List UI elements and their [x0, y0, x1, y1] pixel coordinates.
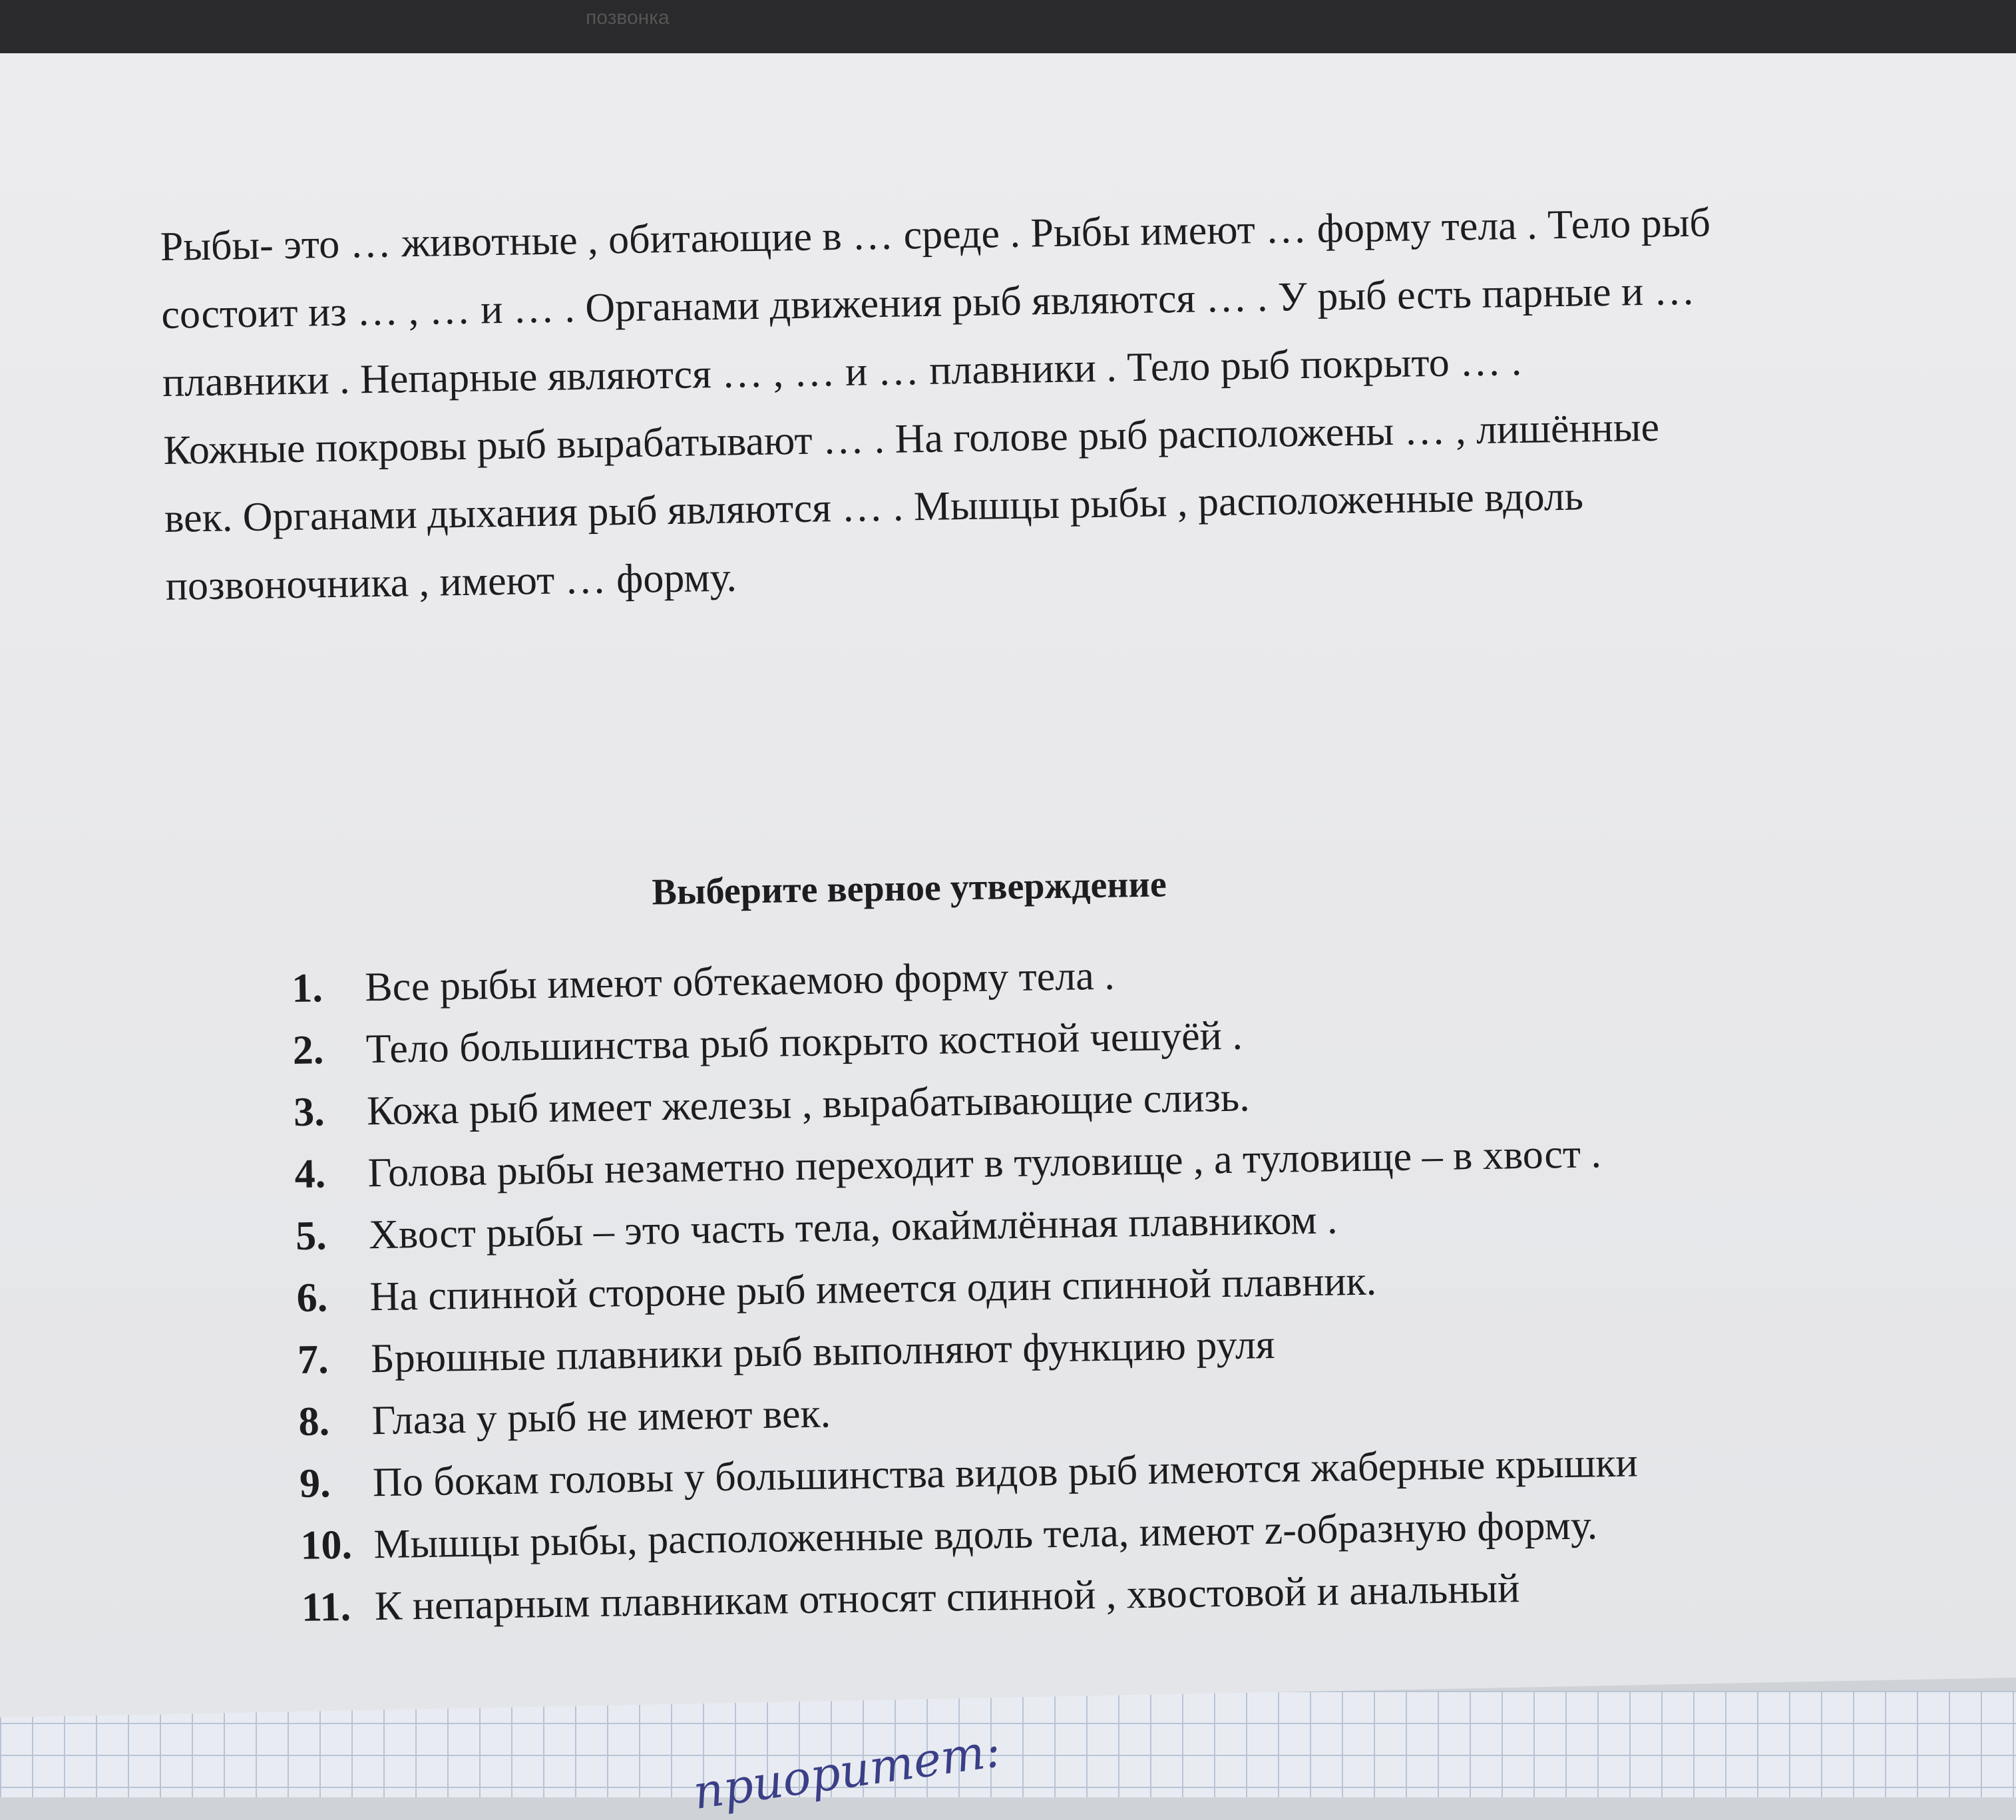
fill-in-paragraph — [160, 185, 1963, 620]
statement-number: 1. — [291, 965, 323, 1012]
statement-text: Все рыбы имеют обтекаемою форму тела . — [364, 953, 1115, 1011]
statement-number: 11. — [301, 1584, 351, 1630]
paragraph-line: состоит из … , … и … . Органами движения рыб являются … . У рыб есть парные и … — [160, 268, 1696, 338]
paragraph-line: Кожные покровы рыб вырабатывают … . На голове рыб расположены … , лишённые — [163, 404, 1660, 473]
notebook-handwriting: приоритет: — [690, 1723, 1004, 1820]
worksheet-content — [160, 184, 2005, 1641]
statement-number: 4. — [294, 1151, 326, 1197]
statements-list — [292, 931, 2006, 1639]
statement-text: Брюшные плавники рыб выполняют функцию руля — [370, 1321, 1275, 1382]
statement-text: Кожа рыб имеет железы , вырабатывающие слизь. — [366, 1074, 1251, 1134]
paragraph-line: позвоночника , имеют … форму. — [165, 555, 737, 609]
statement-text: По бокам головы у большинства видов рыб имеются жаберные крышки — [372, 1440, 1639, 1506]
paragraph-line: век. Органами дыхания рыб являются … . Мышцы рыбы , расположенные вдоль — [164, 473, 1584, 541]
statement-number: 5. — [295, 1213, 327, 1259]
top-tab-label: позвонка — [586, 7, 670, 29]
statement-number: 10. — [300, 1522, 353, 1568]
statement-text: Голова рыбы незаметно переходит в туловище , а туловище – в хвост . — [367, 1131, 1602, 1196]
statement-number: 3. — [293, 1089, 325, 1136]
paragraph-line: Рыбы- это … животные , обитающие в … среде . Рыбы имеют … форму тела . Тело рыб — [160, 200, 1711, 270]
statement-text: Мышцы рыбы, расположенные вдоль тела, имеют z-образную форму. — [373, 1502, 1598, 1568]
statement-text: На спинной стороне рыб имеется один спинной плавник. — [369, 1258, 1377, 1320]
statement-text: К непарным плавникам относят спинной , хвостовой и анальный — [374, 1566, 1520, 1630]
statement-text: Тело большинства рыб покрыто костной чешуёй . — [365, 1013, 1243, 1072]
statement-number: 2. — [292, 1027, 324, 1074]
statement-number: 9. — [299, 1461, 331, 1506]
statement-number: 7. — [297, 1337, 329, 1383]
statement-number: 6. — [296, 1275, 328, 1321]
statement-number: 8. — [298, 1399, 330, 1445]
statement-text: Глаза у рыб не имеют век. — [371, 1391, 831, 1444]
statement-text: Хвост рыбы – это часть тела, окаймлённая плавником . — [368, 1197, 1338, 1258]
section-heading: Выберите верное утверждение — [651, 863, 1167, 913]
paragraph-line: плавники . Непарные являются … , … и … плавники . Тело рыб покрыто … . — [162, 338, 1522, 405]
